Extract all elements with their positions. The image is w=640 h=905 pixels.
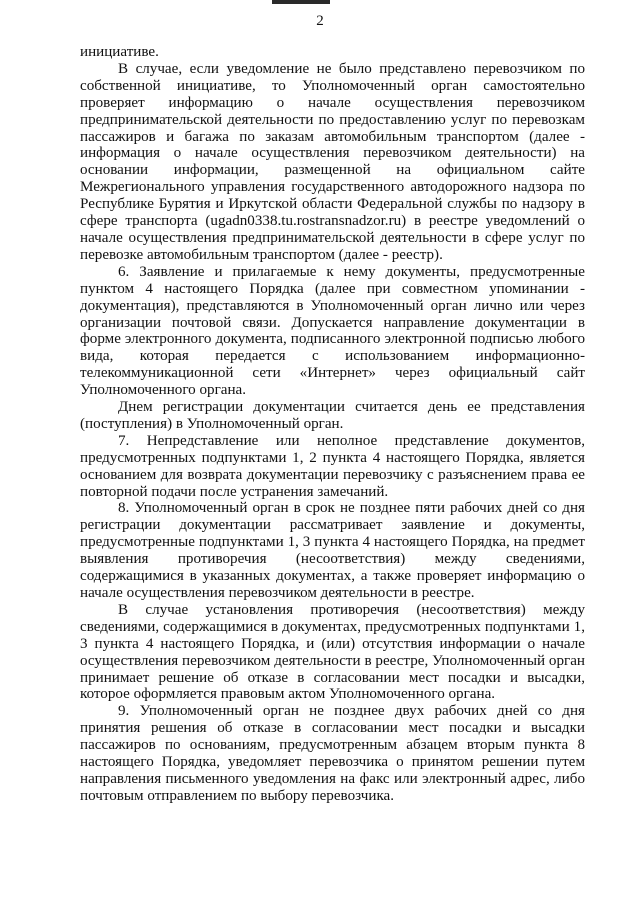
paragraph: 7. Непредставление или неполное представление документов, предусмотренных подпунктами 1, 2 пункта 4 настоящего Порядка, является основанием для возврата документации перевозчику с разъяснением права ее повторной подачи после устранения замечаний. <box>80 432 585 500</box>
scan-edge-mark <box>272 0 330 4</box>
paragraph: В случае установления противоречия (несоответствия) между сведениями, содержащимися в документах, предусмотренных подпунктами 1, 3 пункта 4 настоящего Порядка, и (или) отсутствия информации о начале осуществления перевозчиком деятельности в реестре, Уполномоченный орган принимает решение об отказе в согласовании мест посадки и высадки, которое оформляется правовым актом Уполномоченного органа. <box>80 601 585 703</box>
paragraph: инициативе. <box>80 44 159 60</box>
paragraph: Днем регистрации документации считается день ее представления (поступления) в Уполномоченный орган. <box>80 399 585 432</box>
page-number: 2 <box>316 13 324 29</box>
paragraph: В случае, если уведомление не было представлено перевозчиком по собственной инициативе, то Уполномоченный орган самостоятельно проверяет информацию о начале осуществления перевозчиком предпринимательской деятельности по предоставлению услуг по перевозкам пассажиров и багажа по заказам автомобильным транспортом (далее - информация о начале осуществления перевозчиком деятельности) на основании информации, размещенной на официальном сайте Межрегионального управления государственного автодорожного надзора по Республике Бурятия и Иркутской области Федеральной службы по надзору в сфере транспорта (ugadn0338.tu.rostransnadzor.ru) в реестре уведомлений о начале осуществления предпринимательской деятельности в сфере услуг по перевозке автомобильным транспортом (далее - реестр). <box>80 60 585 263</box>
document-body <box>80 44 585 805</box>
paragraph: 6. Заявление и прилагаемые к нему документы, предусмотренные пунктом 4 настоящего Порядка (далее при совместном упоминании - документация), представляются в Уполномоченный орган лично или через организации почтовой связи. Допускается направление документации в форме электронного документа, подписанного электронной подписью любого вида, которая передается с использованием информационно-телекоммуникационной сети «Интернет» через официальный сайт Уполномоченного органа. <box>80 263 585 399</box>
paragraph: 9. Уполномоченный орган не позднее двух рабочих дней со дня принятия решения об отказе в согласовании мест посадки и высадки пассажиров по основаниям, предусмотренным абзацем вторым пункта 8 настоящего Порядка, уведомляет перевозчика о принятом решении путем направления письменного уведомления на факс или электронный адрес, либо почтовым отправлением по выбору перевозчика. <box>80 703 585 804</box>
paragraph: 8. Уполномоченный орган в срок не позднее пяти рабочих дней со дня регистрации документации рассматривает заявление и документы, предусмотренные подпунктами 1, 3 пункта 4 настоящего Порядка, на предмет выявления противоречия (несоответствия) между сведениями, содержащимися в указанных документах, а также проверяет информацию о начале осуществления перевозчиком деятельности в реестре. <box>80 500 585 601</box>
